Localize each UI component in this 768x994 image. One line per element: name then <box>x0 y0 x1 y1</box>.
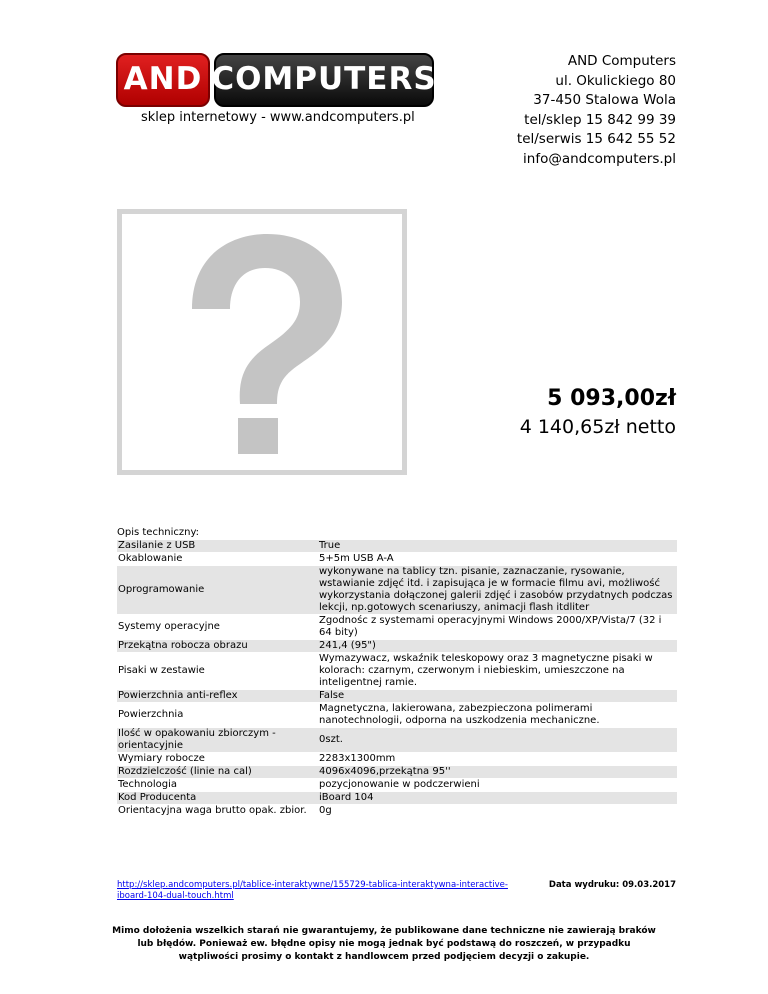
company-logo <box>116 53 436 109</box>
spec-row <box>117 753 677 766</box>
disclaimer: Mimo dołożenia wszelkich starań nie gwarantujemy, że publikowane dane techniczne nie zawierają braków lub błędów. Ponieważ ew. błędne opisy nie mogą jednak być podstawą do roszczeń, w przypadku wątpliwości prosimy o kontakt z handlowcem przed podjęciem decyzji o zakupie. <box>112 926 656 962</box>
spec-row <box>117 703 677 728</box>
specs-table <box>117 540 677 818</box>
spec-value: iBoard 104 <box>318 792 677 805</box>
spec-row <box>117 805 677 818</box>
specs-title: Opis techniczny: <box>117 527 200 538</box>
product-image-placeholder <box>117 209 407 475</box>
spec-value: 2283x1300mm <box>318 753 677 766</box>
price-net: 4 140,65zł netto <box>519 416 676 438</box>
spec-key: Technologia <box>117 779 318 792</box>
logo-and-text: AND <box>123 61 203 97</box>
spec-value: 4096x4096,przekątna 95'' <box>318 766 677 779</box>
logo-and-box <box>116 53 210 107</box>
company-name: AND Computers <box>567 53 676 69</box>
spec-key: Przekątna robocza obrazu <box>117 640 318 653</box>
company-street: ul. Okulickiego 80 <box>555 72 676 89</box>
company-tel-service: tel/serwis 15 642 55 52 <box>516 131 676 147</box>
spec-value: 0szt. <box>318 728 677 753</box>
company-city: 37-450 Stalowa Wola <box>533 92 676 108</box>
company-contact <box>517 52 676 169</box>
spec-row <box>117 792 677 805</box>
spec-key: Zasilanie z USB <box>117 540 318 553</box>
spec-value: Wymazywacz, wskaźnik teleskopowy oraz 3 magnetyczne pisaki w kolorach: czarnym, czerwonym i niebieskim, umieszczone na inteligentnej ramie. <box>318 653 677 690</box>
spec-row <box>117 566 677 615</box>
spec-row <box>117 615 677 640</box>
company-tel-shop: tel/sklep 15 842 99 39 <box>524 111 676 128</box>
spec-key: Kod Producenta <box>117 792 318 805</box>
spec-row <box>117 766 677 779</box>
price-gross: 5 093,00zł <box>547 386 676 411</box>
company-email: info@andcomputers.pl <box>523 150 676 167</box>
shop-tagline: sklep internetowy - www.andcomputers.pl <box>141 110 415 125</box>
logo-computers-box <box>211 53 437 107</box>
spec-row <box>117 779 677 792</box>
spec-row <box>117 690 677 703</box>
spec-key: Rozdzielczość (linie na cal) <box>117 766 318 779</box>
spec-key: Powierzchnia <box>117 703 318 728</box>
spec-row <box>117 653 677 690</box>
spec-value: Zgodnośc z systemami operacyjnymi Windows 2000/XP/Vista/7 (32 i 64 bity) <box>318 615 677 640</box>
spec-key: Ilość w opakowaniu zbiorczym - orientacyjnie <box>117 728 318 753</box>
logo-computers-text: COMPUTERS <box>211 61 437 97</box>
spec-key: Orientacyjna waga brutto opak. zbior. <box>117 805 318 818</box>
spec-value: 5+5m USB A-A <box>318 553 677 566</box>
spec-row <box>117 540 677 553</box>
spec-value: True <box>318 540 677 553</box>
spec-value: False <box>318 690 677 703</box>
spec-row <box>117 640 677 653</box>
spec-key: Systemy operacyjne <box>117 615 318 640</box>
spec-row <box>117 728 677 753</box>
spec-key: Pisaki w zestawie <box>117 653 318 690</box>
question-mark-placeholder-icon <box>122 214 402 470</box>
spec-key: Wymiary robocze <box>117 753 318 766</box>
spec-key: Powierzchnia anti-reflex <box>117 690 318 703</box>
spec-value: Magnetyczna, lakierowana, zabezpieczona polimerami nanotechnologii, odporna na uszkodzenia mechaniczne. <box>318 703 677 728</box>
spec-value: 0g <box>318 805 677 818</box>
product-url-link[interactable]: http://sklep.andcomputers.pl/tablice-interaktywne/155729-tablica-interaktywna-interactive-iboard-104-dual-touch.html <box>117 880 508 901</box>
spec-key: Okablowanie <box>117 553 318 566</box>
spec-row <box>117 553 677 566</box>
spec-value: 241,4 (95") <box>318 640 677 653</box>
print-date: Data wydruku: 09.03.2017 <box>548 880 676 890</box>
spec-value: wykonywane na tablicy tzn. pisanie, zaznaczanie, rysowanie, wstawianie zdjęć itd. i zapisująca je w formacie filmu avi, możliwość wykorzystania dołączonej galerii zdjęć i zasobów przydatnych podczas lekcji, np.gotowych scenariuszy, animacji flash itdliter <box>318 566 677 615</box>
spec-key: Oprogramowanie <box>117 566 318 615</box>
spec-value: pozycjonowanie w podczerwieni <box>318 779 677 792</box>
